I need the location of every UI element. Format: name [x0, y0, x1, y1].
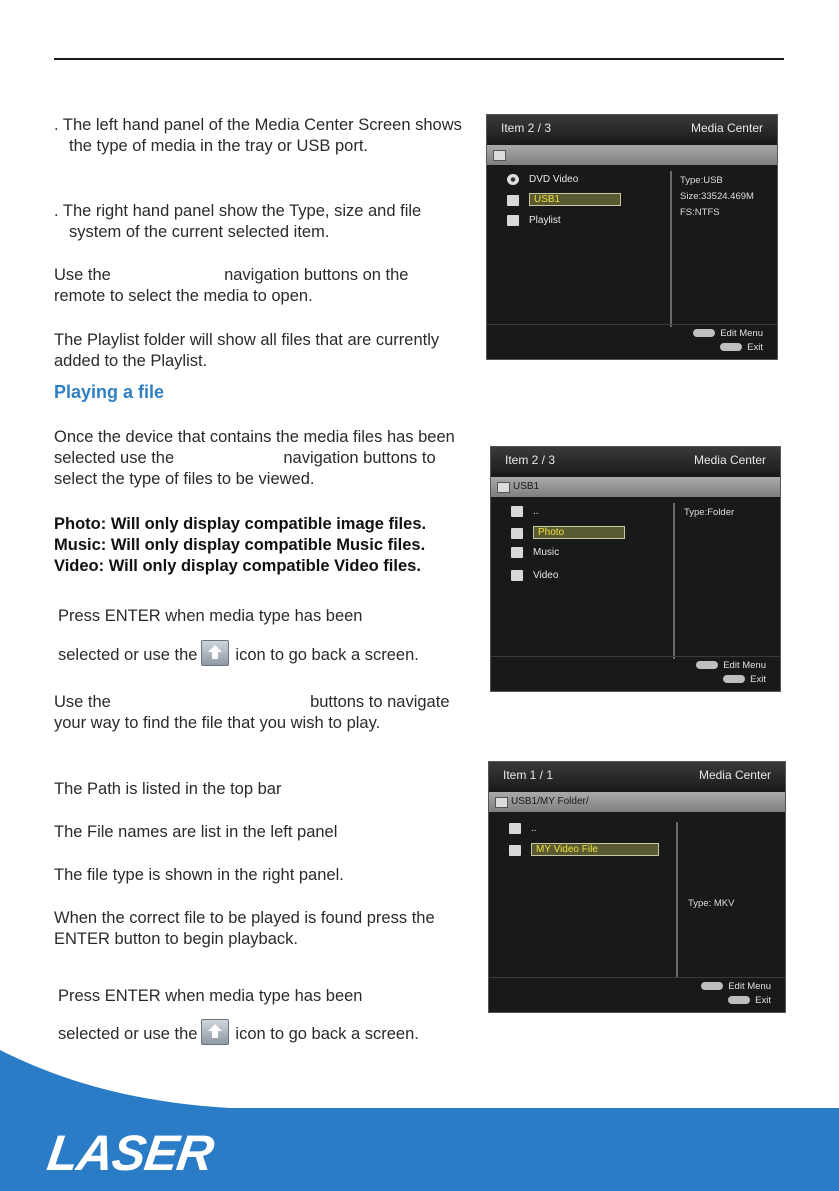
path-text: USB1/MY Folder/	[511, 796, 589, 807]
folder-icon	[493, 150, 506, 161]
folder-icon	[511, 547, 523, 558]
para-left-panel: . The left hand panel of the Media Center Screen shows the type of media in the tray or USB port.	[54, 116, 462, 155]
screen-footer	[489, 977, 785, 1012]
bold-video: Video: Will only display compatible Video files.	[54, 557, 421, 575]
path-bar	[491, 477, 780, 497]
footer-exit: Exit	[747, 342, 763, 353]
info-panel	[680, 173, 754, 221]
screen-title: Media Center	[690, 121, 763, 135]
screen-footer	[487, 324, 777, 359]
info-size: Size:33524.469M	[680, 191, 754, 202]
media-center-screen-3: Item 1 / 1 Media Center USB1/MY Folder/ .. MY Video File Type: MKV Edit Menu Exit	[488, 761, 786, 1013]
back-folder-icon	[509, 823, 521, 834]
para-select-type	[54, 427, 459, 490]
enter-note-1-end: icon to go back a screen.	[235, 646, 419, 664]
back-folder-icon	[201, 640, 229, 666]
para-file-type: The file type is shown in the right panel.	[54, 866, 344, 884]
enter-note-1-line2	[58, 640, 478, 666]
enter-note-2-line1: Press ENTER when media type has been	[58, 987, 363, 1005]
footer-exit: Exit	[755, 995, 771, 1006]
screen-title-bar	[489, 762, 785, 788]
para-file-names: The File names are list in the left panel	[54, 823, 338, 841]
screen-title-bar	[491, 447, 780, 473]
laser-logo: LASER	[44, 1125, 217, 1181]
popup-key-icon	[693, 329, 715, 337]
para-select-type-start: Once the device that contains the media files has been selected use the	[54, 428, 455, 467]
footer-edit-menu: Edit Menu	[728, 981, 771, 992]
path-text: USB1	[513, 481, 540, 492]
header-rule	[54, 58, 784, 60]
back-folder-icon	[511, 506, 523, 517]
para-navigate-file	[54, 692, 454, 734]
item-counter: Item 1 / 1	[503, 768, 554, 782]
folder-icon	[497, 482, 510, 493]
para-select-type-end: navigation buttons to select the type of files to be viewed.	[54, 449, 436, 488]
para-navigation-start: Use the	[54, 266, 111, 284]
footer-edit-menu: Edit Menu	[723, 660, 766, 671]
screen-title-bar	[487, 115, 777, 141]
info-type: Type:USB	[680, 175, 723, 186]
info-type: Type:Folder	[684, 507, 735, 518]
folder-icon	[511, 570, 523, 581]
info-panel	[688, 896, 734, 912]
folder-icon	[511, 528, 523, 539]
enter-note-2-start: selected or use the	[58, 1025, 198, 1043]
return-key-icon	[723, 675, 745, 683]
footer-edit-menu: Edit Menu	[720, 328, 763, 339]
para-navigate-file-start: Use the	[54, 693, 111, 711]
popup-key-icon	[701, 982, 723, 990]
para-navigation	[54, 265, 454, 307]
para-right-panel: . The right hand panel show the Type, size and file system of the current selected item.	[54, 202, 422, 241]
return-key-icon	[720, 343, 742, 351]
usb-icon	[507, 195, 519, 206]
section-heading: Playing a file	[54, 382, 165, 402]
media-center-screen-1: Item 2 / 3 Media Center DVD Video USB1 Playlist Type:USB Size:33524.469M FS:NTFS Edit Menu Exit	[486, 114, 778, 360]
para-playback: When the correct file to be played is found press the ENTER button to begin playback.	[54, 909, 435, 948]
info-type: Type: MKV	[688, 898, 735, 909]
enter-note-1-line1: Press ENTER when media type has been	[58, 607, 363, 625]
enter-note-1-start: selected or use the	[58, 646, 198, 664]
disc-icon	[507, 174, 519, 185]
para-navigation-end: navigation buttons on the remote to select the media to open.	[54, 266, 409, 305]
media-center-screen-2: Item 2 / 3 Media Center USB1 .. Photo Music Video Type:Folder Edit Menu Exit	[490, 446, 781, 692]
path-bar	[487, 145, 777, 165]
footer-exit: Exit	[750, 674, 766, 685]
panel-divider	[670, 171, 672, 327]
para-path: The Path is listed in the top bar	[54, 780, 282, 798]
screen-title: Media Center	[698, 768, 771, 782]
screen-title: Media Center	[693, 453, 766, 467]
info-fs: FS:NTFS	[680, 207, 720, 218]
folder-icon	[507, 215, 519, 226]
bold-music: Music: Will only display compatible Music files.	[54, 536, 426, 554]
panel-divider	[676, 822, 678, 978]
popup-key-icon	[696, 661, 718, 669]
item-counter: Item 2 / 3	[501, 121, 552, 135]
return-key-icon	[728, 996, 750, 1004]
para-playlist: The Playlist folder will show all files that are currently added to the Playlist.	[54, 331, 440, 370]
panel-divider	[673, 503, 675, 659]
item-counter: Item 2 / 3	[505, 453, 556, 467]
para-navigate-file-end: buttons to navigate your way to find the file that you wish to play.	[54, 693, 450, 732]
enter-note-2-end: icon to go back a screen.	[235, 1025, 419, 1043]
video-file-icon	[509, 845, 521, 856]
screen-footer	[491, 656, 780, 691]
path-bar	[489, 792, 785, 812]
folder-icon	[495, 797, 508, 808]
bold-photo: Photo: Will only display compatible image files.	[54, 515, 427, 533]
info-panel	[684, 505, 734, 521]
